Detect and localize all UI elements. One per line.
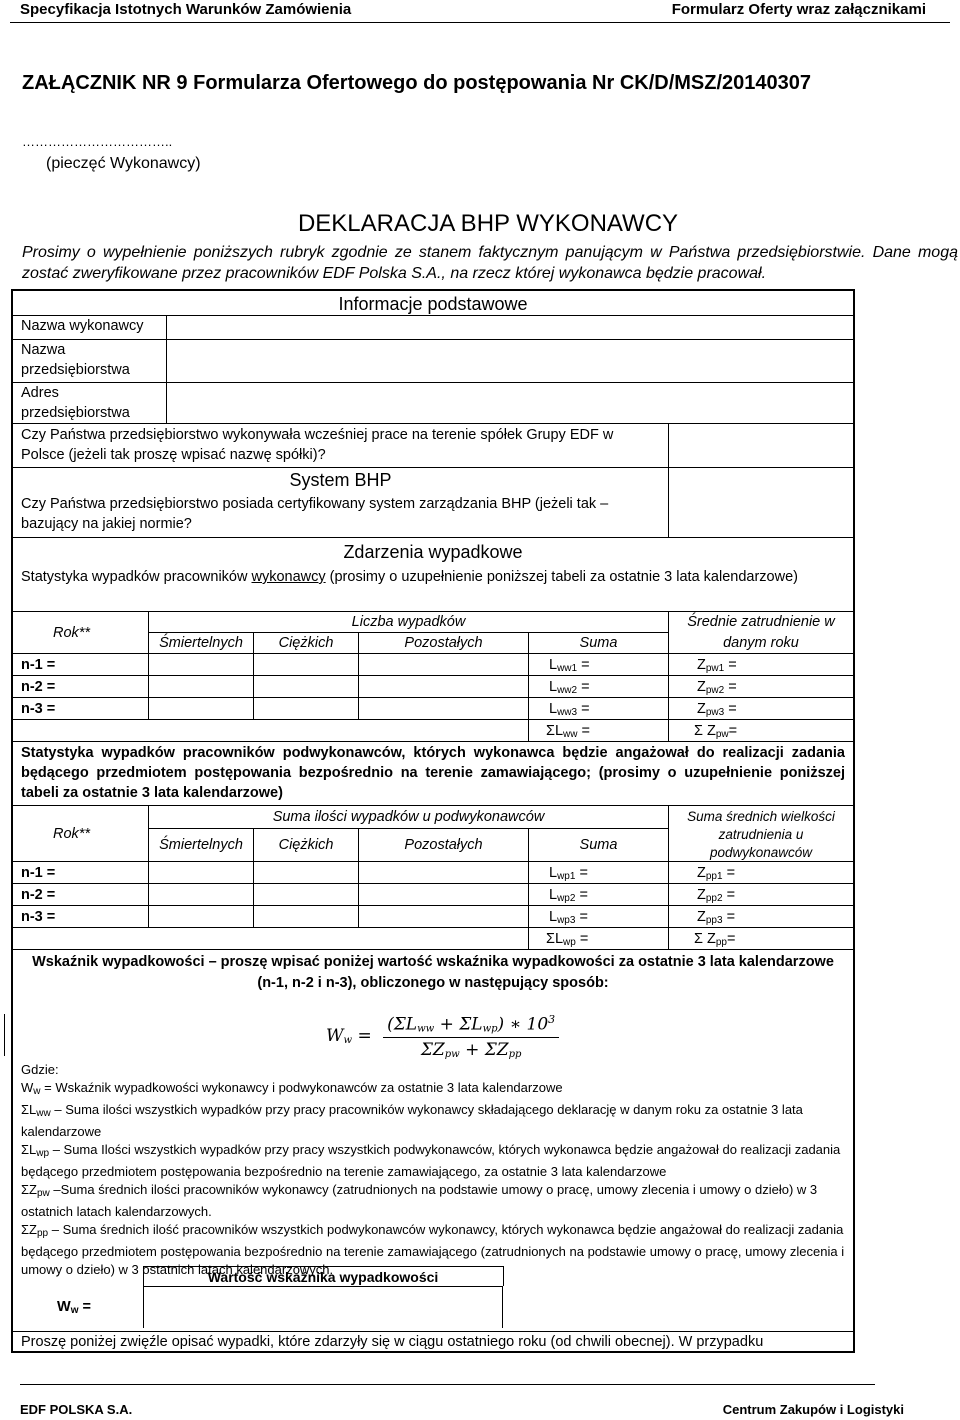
t1-row-2-fatal[interactable]: [148, 675, 253, 697]
t1-col-serious: Ciężkich: [253, 632, 358, 653]
t1-row-2-employment: $Z_{pw2}$ =: [668, 675, 853, 697]
t1-row-4-serious[interactable]: [253, 719, 358, 741]
t2-col-serious: Ciężkich: [253, 828, 358, 861]
seal-label: (pieczęć Wykonawcy): [46, 155, 201, 172]
t1-row-3-serious[interactable]: [253, 697, 358, 719]
stat2-text: Statystyka wypadków pracowników podwykonawców, których wykonawca będzie angażował do realizacji zadania będącego przedmiotem postępowania bezpośrednio na terenie zamawiającego; (prosimy o uzupełnienie poniższej tabeli za ostatnie 3 lata kalendarzowe): [13, 741, 853, 805]
edf-question: Czy Państwa przedsiębiorstwo wykonywała wcześniej prace na terenie spółek Grupy EDF w Polsce (jeżeli tak proszę wpisać nazwę spółki)?: [13, 423, 668, 467]
t2-employment-header: Suma średnich wielkości zatrudnienia u podwykonawców: [668, 805, 853, 861]
t1-row-1-serious[interactable]: [253, 653, 358, 675]
t2-row-1-sum: $L_{wp1}$ =: [528, 861, 668, 883]
annex-title: ZAŁĄCZNIK NR 9 Formularza Ofertowego do postępowania Nr CK/D/MSZ/20140307: [22, 72, 812, 94]
t2-row-4-sum: $\Sigma L_{wp}$ =: [528, 927, 668, 949]
seal-dots: ……………………………..: [22, 134, 173, 149]
definition-4: $\Sigma Z_{pw}$ –Suma średnich ilości pracowników wykonawcy (zatrudnionych na podstawie umowy o pracę, umowy zlecenia i umowy o dzieło) w 3 ostatnich latach kalendarzowych.: [21, 1182, 818, 1219]
t2-row-2-fatal[interactable]: [148, 883, 253, 905]
definition-2: $\Sigma L_{ww}$ – Suma ilości wszystkich wypadków przy pracy pracowników wykonawcy składającego deklarację w danym roku za ostatnie 3 lata kalendarzowe: [21, 1102, 803, 1139]
t1-row-2-other[interactable]: [358, 675, 528, 697]
t1-row-1-fatal[interactable]: [148, 653, 253, 675]
value-field[interactable]: [143, 1286, 503, 1328]
t1-row-2-serious[interactable]: [253, 675, 358, 697]
declaration-title: DEKLARACJA BHP WYKONAWCY: [297, 210, 679, 237]
t2-row-3-serious[interactable]: [253, 905, 358, 927]
company-address-field[interactable]: [166, 382, 853, 423]
contractor-name-label: Nazwa wykonawcy: [13, 315, 166, 339]
section-basic-title: Informacje podstawowe: [338, 294, 528, 314]
t1-row-4-other[interactable]: [358, 719, 528, 741]
t2-row-4-year: [13, 927, 148, 949]
t1-row-1-year: n-1 =: [13, 653, 148, 675]
t1-row-2-sum: $L_{ww2}$ =: [528, 675, 668, 697]
header-divider: [10, 22, 950, 23]
t2-row-3-employment: $Z_{pp3}$ =: [668, 905, 853, 927]
t1-employment-header: Średnie zatrudnienie w danym roku: [668, 611, 853, 653]
footer-left: EDF POLSKA S.A.: [20, 1402, 133, 1417]
t1-row-3-employment: $Z_{pw3}$ =: [668, 697, 853, 719]
t1-count-header: Liczba wypadków: [148, 611, 668, 632]
t2-row-2-serious[interactable]: [253, 883, 358, 905]
definitions: [13, 1061, 853, 1279]
t2-count-header: Suma ilości wypadków u podwykonawców: [148, 805, 668, 828]
t2-row-2-year: n-2 =: [13, 883, 148, 905]
definition-5: $\Sigma Z_{pp}$ – Suma średnich ilość pracowników wszystkich podwykonawców wykonawcy, których wykonawca będzie angażował do realizacji zadania będącego przedmiotem postępowania bezpośrednio na terenie zamawiającego (zatrudnionych na podstawie umowy o pracę, umowy zlecenia i umowy o dzieło) w 3 ostatnich latach kalendarzowych.: [21, 1222, 845, 1277]
t1-row-1-employment: $Z_{pw1}$ =: [668, 653, 853, 675]
footer-divider: [20, 1384, 875, 1385]
t2-row-4-serious[interactable]: [253, 927, 358, 949]
definition-1: $W_w$ = Wskaźnik wypadkowości wykonawcy i podwykonawców za ostatnie 3 lata kalendarzowe: [21, 1080, 563, 1097]
t2-row-3-sum: $L_{wp3}$ =: [528, 905, 668, 927]
t2-row-1-fatal[interactable]: [148, 861, 253, 883]
edf-answer-field[interactable]: [668, 423, 853, 467]
value-label: $W_w$ =: [57, 1299, 91, 1316]
t2-row-3-other[interactable]: [358, 905, 528, 927]
t1-row-3-other[interactable]: [358, 697, 528, 719]
t1-row-1-other[interactable]: [358, 653, 528, 675]
bhp-answer-field[interactable]: [668, 467, 853, 537]
t1-col-fatal: Śmiertelnych: [148, 632, 253, 653]
t2-row-4-fatal[interactable]: [148, 927, 253, 949]
intro-text: Prosimy o wypełnienie poniższych rubryk zgodnie ze stanem faktycznym panującym w Państwa przedsiębiorstwie. Dane mogą zostać zweryfikowane przez pracowników EDF Polska S.A., na rzecz której wykonawca będzie pracował.: [22, 244, 958, 282]
t2-row-1-other[interactable]: [358, 861, 528, 883]
company-address-label: Adres przedsiębiorstwa: [13, 382, 166, 423]
t2-row-4-other[interactable]: [358, 927, 528, 949]
t2-col-sum: Suma: [528, 828, 668, 861]
t2-col-fatal: Śmiertelnych: [148, 828, 253, 861]
t2-row-2-employment: $Z_{pp2}$ =: [668, 883, 853, 905]
t2-row-2-sum: $L_{wp2}$ =: [528, 883, 668, 905]
where-label: Gdzie:: [21, 1062, 59, 1077]
t1-row-3-sum: $L_{ww3}$ =: [528, 697, 668, 719]
t2-row-3-fatal[interactable]: [148, 905, 253, 927]
t2-row-1-serious[interactable]: [253, 861, 358, 883]
company-name-label: Nazwa przedsiębiorstwa: [13, 339, 166, 382]
t1-row-4-fatal[interactable]: [148, 719, 253, 741]
t2-row-3-year: n-3 =: [13, 905, 148, 927]
t1-row-3-year: n-3 =: [13, 697, 148, 719]
t2-row-1-employment: $Z_{pp1}$ =: [668, 861, 853, 883]
t1-row-4-sum: $\Sigma L_{ww}$ =: [528, 719, 668, 741]
t1-col-other: Pozostałych: [358, 632, 528, 653]
bhp-question: Czy Państwa przedsiębiorstwo posiada certyfikowany system zarządzania BHP (jeżeli tak – bazujący na jakiej normie?: [21, 496, 609, 532]
indicator-formula: $W_w$ = $\frac{(\Sigma L_{ww} + \Sigma L_{wp}) ∗ 10^3}{\Sigma Z_{pw} + \Sigma Z_{pp}}$: [326, 1013, 559, 1060]
t2-row-1-year: n-1 =: [13, 861, 148, 883]
value-title: Wartość wskaźnika wypadkowości: [143, 1266, 503, 1288]
footer-right: Centrum Zakupów i Logistyki: [722, 1402, 904, 1417]
margin-marker: [4, 1014, 5, 1056]
declaration-form: [11, 289, 855, 1353]
t1-row-2-year: n-2 =: [13, 675, 148, 697]
t1-col-sum: Suma: [528, 632, 668, 653]
indicator-instruction: Wskaźnik wypadkowości – proszę wpisać poniżej wartość wskaźnika wypadkowości za ostatnie 3 lata kalendarzowe (n-1, n-2 i n-3), obliczonego w następujący sposób:: [13, 949, 853, 997]
stat1-text: Statystyka wypadków pracowników wykonawcy (prosimy o uzupełnienie poniższej tabeli za ostatnie 3 lata kalendarzowe): [21, 569, 798, 585]
t2-year-header: Rok**: [13, 805, 148, 861]
t2-row-4-employment: Σ $Z_{pp}=$: [668, 927, 853, 949]
describe-accidents: Proszę poniżej zwięźle opisać wypadki, które zdarzyły się w ciągu ostatniego roku (od chwili obecnej). W przypadku: [13, 1331, 853, 1351]
company-name-field[interactable]: [166, 339, 853, 382]
contractor-name-field[interactable]: [166, 315, 853, 339]
t2-row-2-other[interactable]: [358, 883, 528, 905]
t2-col-other: Pozostałych: [358, 828, 528, 861]
t1-row-1-sum: $L_{ww1}$ =: [528, 653, 668, 675]
definition-3: $\Sigma L_{wp}$ – Suma Ilości wszystkich wypadków przy pracy wszystkich podwykonawców, których wykonawca będzie angażował do realizacji zadania będącego przedmiotem postępowania bezpośrednio na terenie zamawiającego, za ostatnie 3 lata kalendarzowe: [21, 1142, 841, 1179]
section-bhp-title: System BHP: [13, 467, 668, 493]
t1-row-3-fatal[interactable]: [148, 697, 253, 719]
header-left: Specyfikacja Istotnych Warunków Zamówienia: [20, 1, 352, 18]
t1-row-4-year: [13, 719, 148, 741]
t1-row-4-employment: Σ $Z_{pw}=$: [668, 719, 853, 741]
header-right: Formularz Oferty wraz załącznikami: [671, 1, 926, 18]
section-accidents-title: Zdarzenia wypadkowe: [13, 537, 853, 565]
t1-year-header: Rok**: [13, 611, 148, 653]
